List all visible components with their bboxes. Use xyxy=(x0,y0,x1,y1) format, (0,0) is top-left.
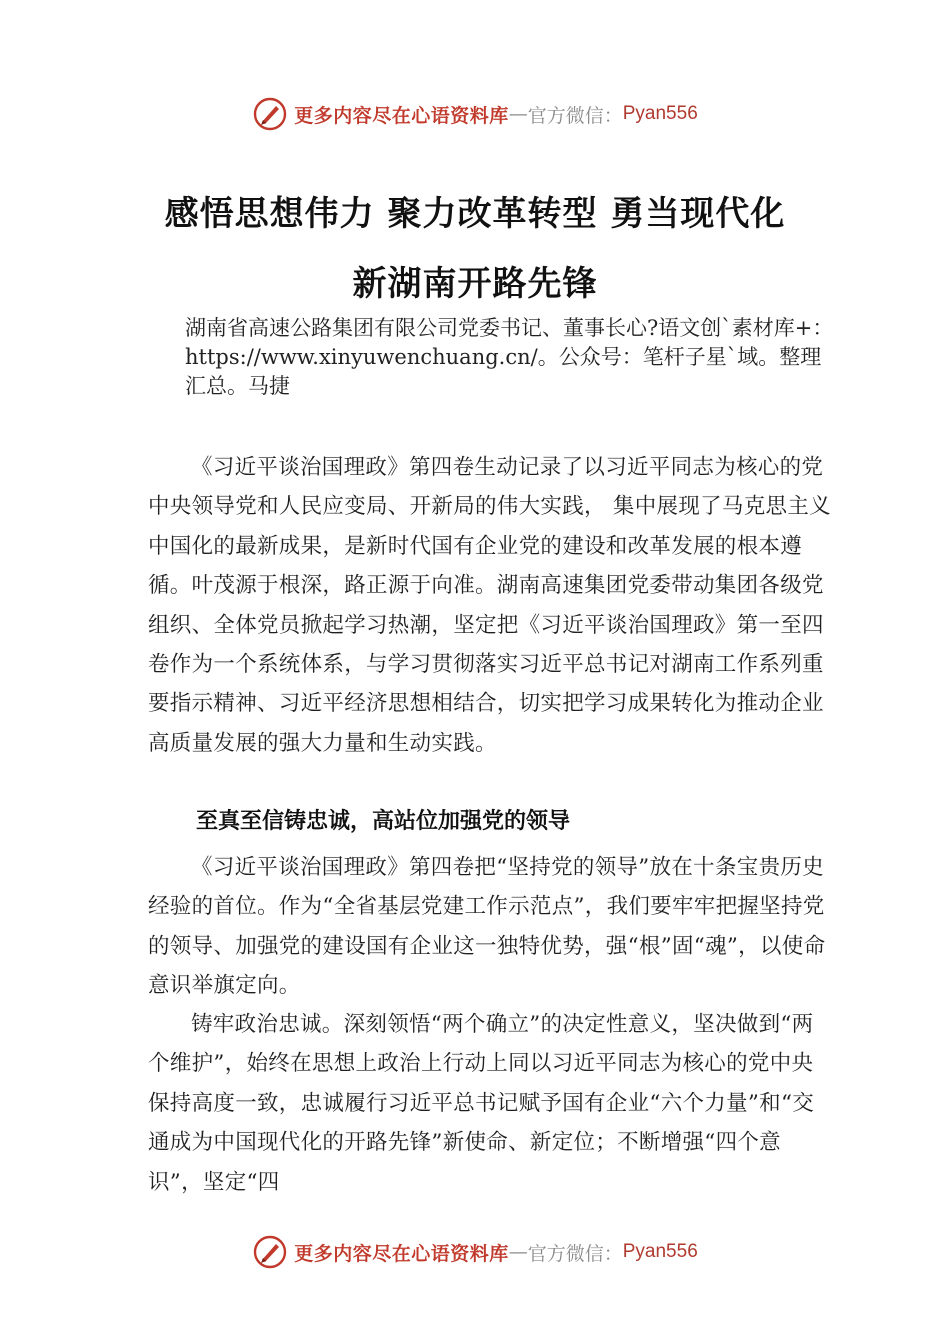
banner-site-text: 更多内容尽在心语资料库 xyxy=(294,104,509,127)
footer-banner xyxy=(0,1232,950,1272)
body-paragraph-3: 铸牢政治忠诚。深刻领悟“两个确立”的决定性意义，坚决做到“两个维护”，始终在思想上政治上行动上同以习近平同志为核心的党中央保持高度一致，忠诚履行习近平总书记赋予国有企业“六个力量”和“交通成为中国现代化的开路先锋”新使命、新定位；不断增强“四个意识”，坚定“四 xyxy=(148,1012,815,1195)
document-title-line2: 新湖南开路先锋 xyxy=(352,264,598,304)
section-heading: 至真至信铸忠诚，高站位加强党的领导 xyxy=(196,809,571,834)
banner-wechat-id: Pyan556 xyxy=(622,1241,698,1262)
banner-wechat-id: Pyan556 xyxy=(622,103,698,124)
banner-dash: — xyxy=(508,1241,528,1263)
pen-logo-icon xyxy=(252,1234,288,1270)
body-paragraph-1: 《习近平谈治国理政》第四卷生动记录了以习近平同志为核心的党中央领导党和人民应变局、开新局的伟大实践， 集中展现了马克思主义中国化的最新成果，是新时代国有企业党的建设和改革发展的根本遵循。叶茂源于根深，路正源于向准。湖南高速集团党委带动集团各级党组织、全体党员掀起学习热潮，坚定把《习近平谈治国理政》第一至四卷作为一个系统体系，与学习贯彻落实习近平总书记对湖南工作系列重要指示精神、习近平经济思想相结合，切实把学习成果转化为推动企业高质量发展的强大力量和生动实践。 xyxy=(148,455,831,756)
body-paragraph-2: 《习近平谈治国理政》第四卷把“坚持党的领导”放在十条宝贵历史经验的首位。作为“全省基层党建工作示范点”，我们要牢牢把握坚持党的领导、加强党的建设国有企业这一独特优势，强“根”固“魂”，以使命意识举旗定向。 xyxy=(148,855,826,999)
banner-wechat-label: 官方微信： xyxy=(527,104,623,127)
banner-dash: — xyxy=(508,103,528,125)
document-title-line1: 感悟思想伟力 聚力改革转型 勇当现代化 xyxy=(164,194,786,234)
pen-logo-icon xyxy=(252,96,288,132)
author-line: 湖南省高速公路集团有限公司党委书记、董事长心?语文创`素材库+：https://www.xinyuwenchuang.cn/。公众号：笔杆子星`域。整理汇总。马捷 xyxy=(185,316,834,398)
banner-site-text: 更多内容尽在心语资料库 xyxy=(294,1242,509,1265)
banner-wechat-label: 官方微信： xyxy=(527,1242,623,1265)
header-banner xyxy=(0,94,950,134)
